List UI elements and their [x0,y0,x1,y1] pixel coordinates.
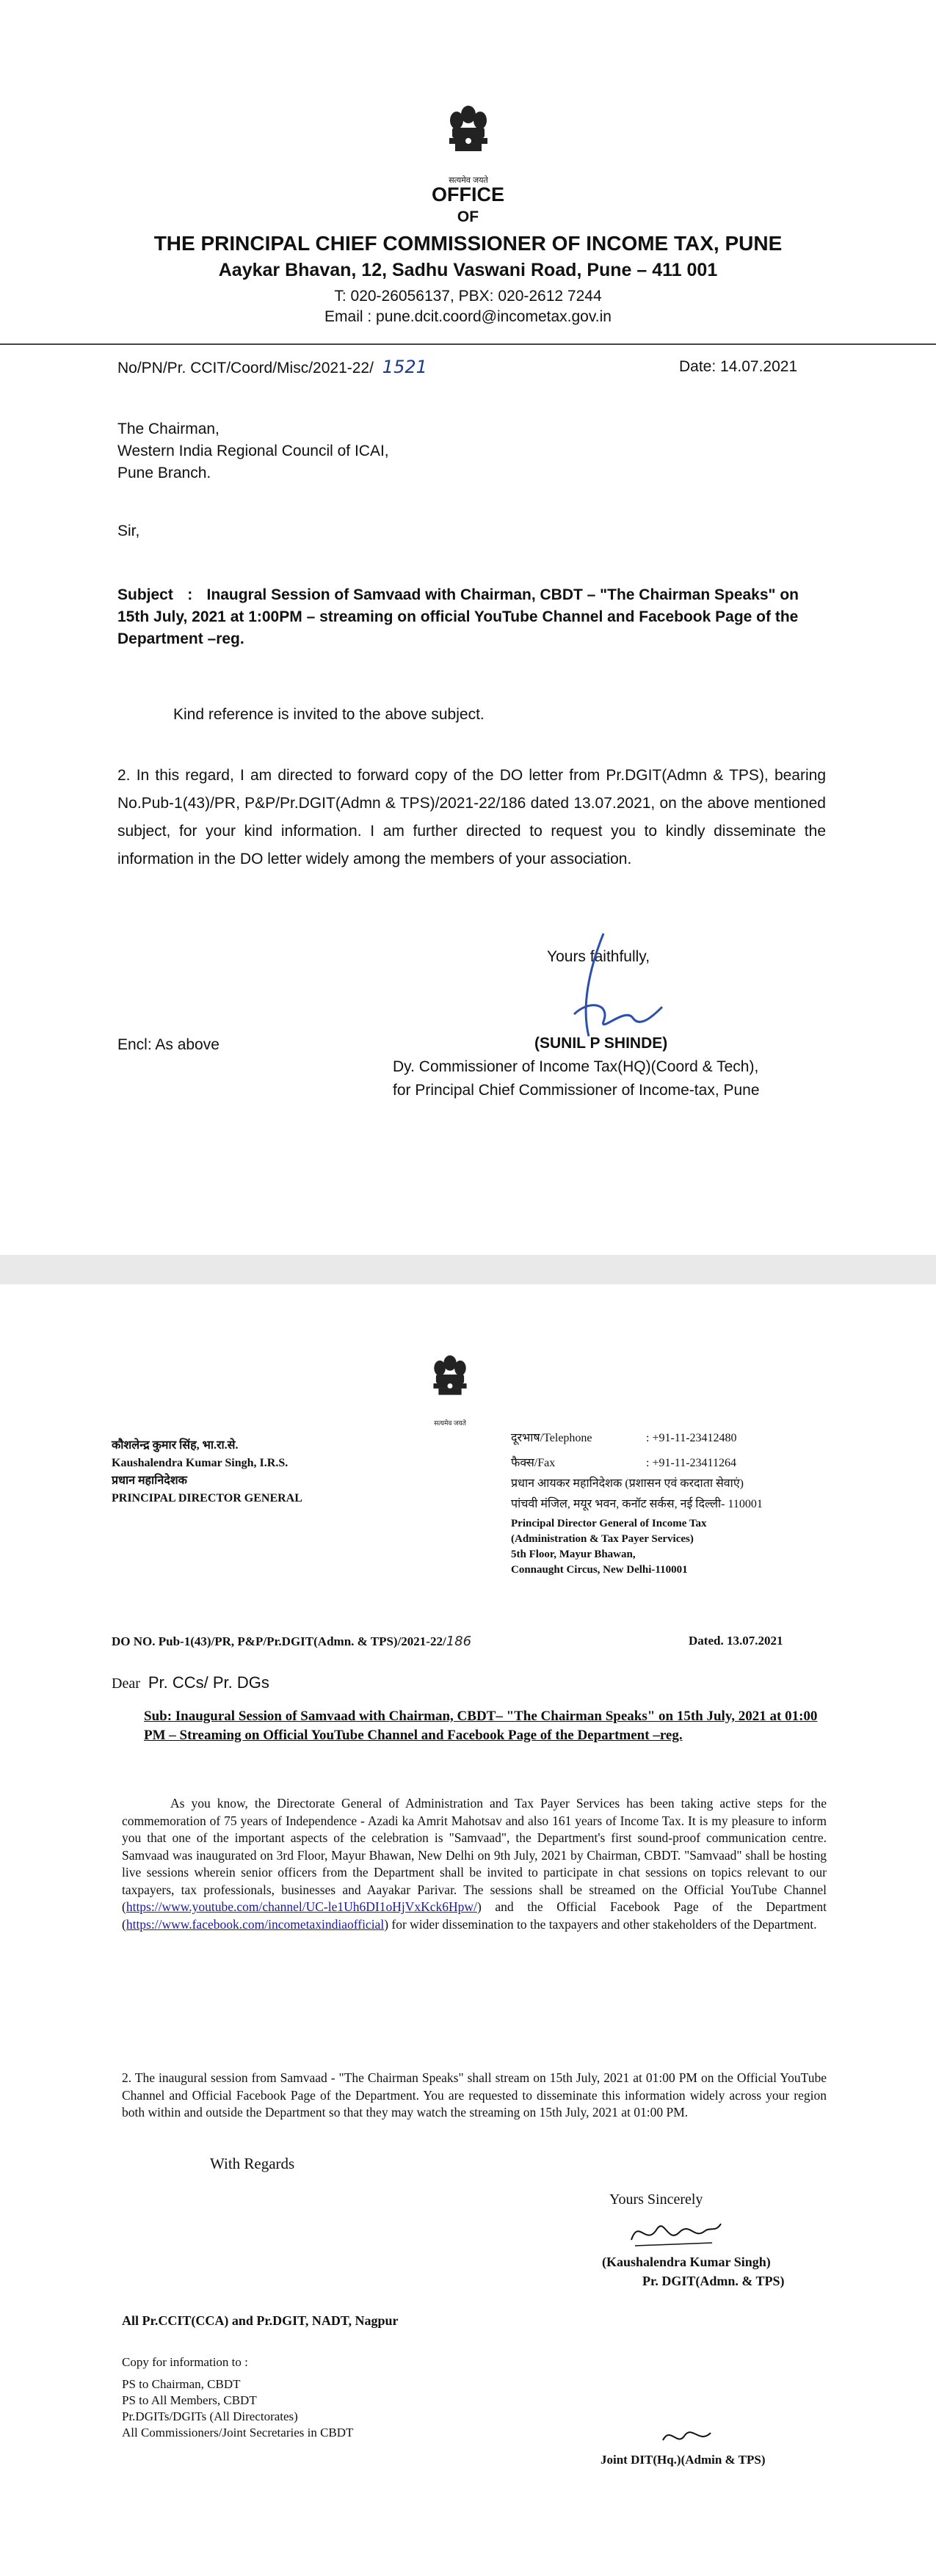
do-paragraph-1 [122,1795,827,1933]
telephone-label: दूरभाष/Telephone [511,1432,592,1444]
reference-handwritten: 1521 [382,357,427,377]
do-paragraph-1-text-a: As you know, the Directorate General of Administration and Tax Payer Services has been taking active steps for the commemoration of 75 years of Independence - Azadi ka Amrit Mahotsav and also 161 years of Income Tax. It is my pleasure to inform you that one of the important aspects of the celebration is "Samvaad", the Department's first sound-proof communication centre. Samvaad was inaugurated on 3rd Floor, Mayur Bhawan, New Delhi on 9th July, 2021 by Chairman, CBDT. "Samvaad" shall be hosting live sessions wherein senior officers from the Department shall be invited to participate in chat sessions on topics relevant to our taxpayers, tax professionals, businesses and Aayakar Parivar. The sessions shall be streamed on the Official YouTube Channel ( [122,1796,827,1914]
office-phone: T: 020-26056137, PBX: 020-2612 7244 [334,288,602,305]
signature-mark [559,926,670,1044]
sender-name-hindi: कौशलेन्द्र कुमार सिंह, भा.रा.से. [112,1439,239,1452]
do-number-hand: 186 [446,1634,472,1649]
emblem-motto: सत्यमेव जयते [449,176,488,185]
office-hindi-2: पांचवी मंजिल, मयूर भवन, कनॉट सर्कस, नई दिल्ली- 110001 [511,1498,763,1510]
office-en-4: Connaught Circus, New Delhi-110001 [511,1564,688,1576]
signatory-name: (SUNIL P SHINDE) [534,1035,668,1052]
do-signatory-title: Pr. DGIT(Admn. & TPS) [642,2274,785,2288]
do-paragraph-2: 2. The inaugural session from Samvaad - "The Chairman Speaks" shall stream on 15th July, 2021 at 01:00 PM on the Official YouTube Channel and Official Facebook Page of the Department. You are requested to disseminate this information widely across your region both within and outside the Department so that they may watch the streaming on 15th July, 2021 at 01:00 PM. [122,2070,827,2120]
copy-block [122,2354,353,2441]
telephone-row [511,1430,763,1447]
addressee-line: Pune Branch. [117,465,211,481]
office-address: Aaykar Bhavan, 12, Sadhu Vaswani Road, Pune – 411 001 [218,260,718,280]
office-en-1: Principal Director General of Income Tax [511,1518,707,1529]
facebook-link[interactable]: https://www.facebook.com/incometaxindiaofficial [126,1916,385,1932]
signatory-title: Dy. Commissioner of Income Tax(HQ)(Coord & Tech), [393,1058,759,1075]
sender-title: PRINCIPAL DIRECTOR GENERAL [112,1492,302,1505]
do-subject: Sub: Inaugural Session of Samvaad with Chairman, CBDT– "The Chairman Speaks" on 15th July, 2021 at 01:00 PM – Streaming on Official YouTube Channel and Facebook Page of the Department –reg. [144,1709,818,1743]
copy-item: PS to All Members, CBDT [122,2393,257,2407]
header-divider [0,343,936,345]
do-number [112,1634,471,1649]
reference-number [117,357,427,377]
initials-mark [659,2422,718,2451]
do-date: Dated. 13.07.2021 [689,1634,783,1648]
paragraph-2: 2. In this regard, I am directed to forward copy of the DO letter from Pr.DGIT(Admn & TPS), bearing No.Pub-1(43)/PR, P&P/Pr.DGIT(Admn & TPS)/2021-22/186 dated 13.07.2021, on the above mentioned subject, for your kind information. I am further directed to request you to kindly disseminate the information in the DO letter widely among the members of your association. [117,767,826,867]
office-name: THE PRINCIPAL CHIEF COMMISSIONER OF INCOME TAX, PUNE [153,232,783,255]
fax-value: : +91-11-23411264 [646,1457,736,1469]
paragraph-1: Kind reference is invited to the above subject. [173,706,485,723]
youtube-link[interactable]: https://www.youtube.com/channel/UC-le1Uh6DI1oHjVxKck6Hpw/ [126,1899,477,1914]
contact-block [511,1430,763,1578]
dear-line [112,1673,269,1692]
copy-item: Pr.DGITs/DGITs (All Directorates) [122,2409,298,2423]
copy-item: All Commissioners/Joint Secretaries in CBDT [122,2426,354,2439]
office-en-3: 5th Floor, Mayur Bhawan, [511,1549,636,1560]
subject-block [117,584,826,650]
reference-number-text: No/PN/Pr. CCIT/Coord/Misc/2021-22/ [117,360,374,376]
yours-sincerely: Yours Sincerely [609,2191,703,2208]
state-emblem-icon [426,1350,474,1416]
addressee-block [117,418,389,484]
sender-title-hindi: प्रधान महानिदेशक [112,1474,187,1487]
subject-text: Inaugral Session of Samvaad with Chairman, CBDT – "The Chairman Speaks" on 15th July, 2021 at 1:00PM – streaming on official YouTube Channel and Facebook Page of the Department –reg. [117,586,799,647]
dear-word: Dear [112,1676,140,1692]
recipients: All Pr.CCIT(CCA) and Pr.DGIT, NADT, Nagpur [122,2313,399,2328]
joint-dit: Joint DIT(Hq.)(Admin & TPS) [601,2453,766,2467]
letter-page-1 [0,0,936,1255]
with-regards: With Regards [210,2155,295,2172]
sender-block [112,1437,302,1507]
signature-mark [624,2211,727,2255]
copy-item: PS to Chairman, CBDT [122,2377,241,2391]
emblem-motto: सत्यमेव जयते [434,1419,466,1427]
dear-hand: Pr. CCs/ Pr. DGs [148,1673,269,1692]
addressee-line: Western India Regional Council of ICAI, [117,443,389,459]
of-label: OF [457,208,479,225]
sender-name: Kaushalendra Kumar Singh, I.R.S. [112,1457,289,1469]
enclosure-note: Encl: As above [117,1036,220,1053]
office-hindi-1: प्रधान आयकर महानिदेशक (प्रशासन एवं करदाता सेवाएं) [511,1477,744,1490]
addressee-line: The Chairman, [117,421,220,437]
fax-row [511,1455,763,1472]
letter-page-2 [0,1284,936,2576]
subject-colon: : [187,586,193,603]
fax-label: फैक्स/Fax [511,1457,556,1469]
do-signatory-name: (Kaushalendra Kumar Singh) [602,2255,771,2269]
telephone-value: : +91-11-23412480 [646,1432,737,1444]
state-emblem-icon [440,101,496,175]
closing-yours-faithfully: Yours faithfully, [547,948,650,965]
office-en-2: (Administration & Tax Payer Services) [511,1533,694,1545]
salutation: Sir, [117,523,140,539]
do-number-text: DO NO. Pub-1(43)/PR, P&P/Pr.DGIT(Admn. & TPS)/2021-22/ [112,1634,446,1648]
copy-label: Copy for information to : [122,2355,248,2369]
letter-date: Date: 14.07.2021 [679,358,798,375]
subject-label: Subject [117,586,173,603]
do-paragraph-1-text-b: ) and the Official Facebook Page of the Department ( [122,1899,827,1932]
office-email: Email : pune.dcit.coord@incometax.gov.in [324,308,612,325]
signatory-for: for Principal Chief Commissioner of Income-tax, Pune [393,1082,760,1099]
office-label: OFFICE [432,183,504,205]
do-paragraph-1-text-c: ) for wider dissemination to the taxpayers and other stakeholders of the Department. [384,1916,817,1932]
